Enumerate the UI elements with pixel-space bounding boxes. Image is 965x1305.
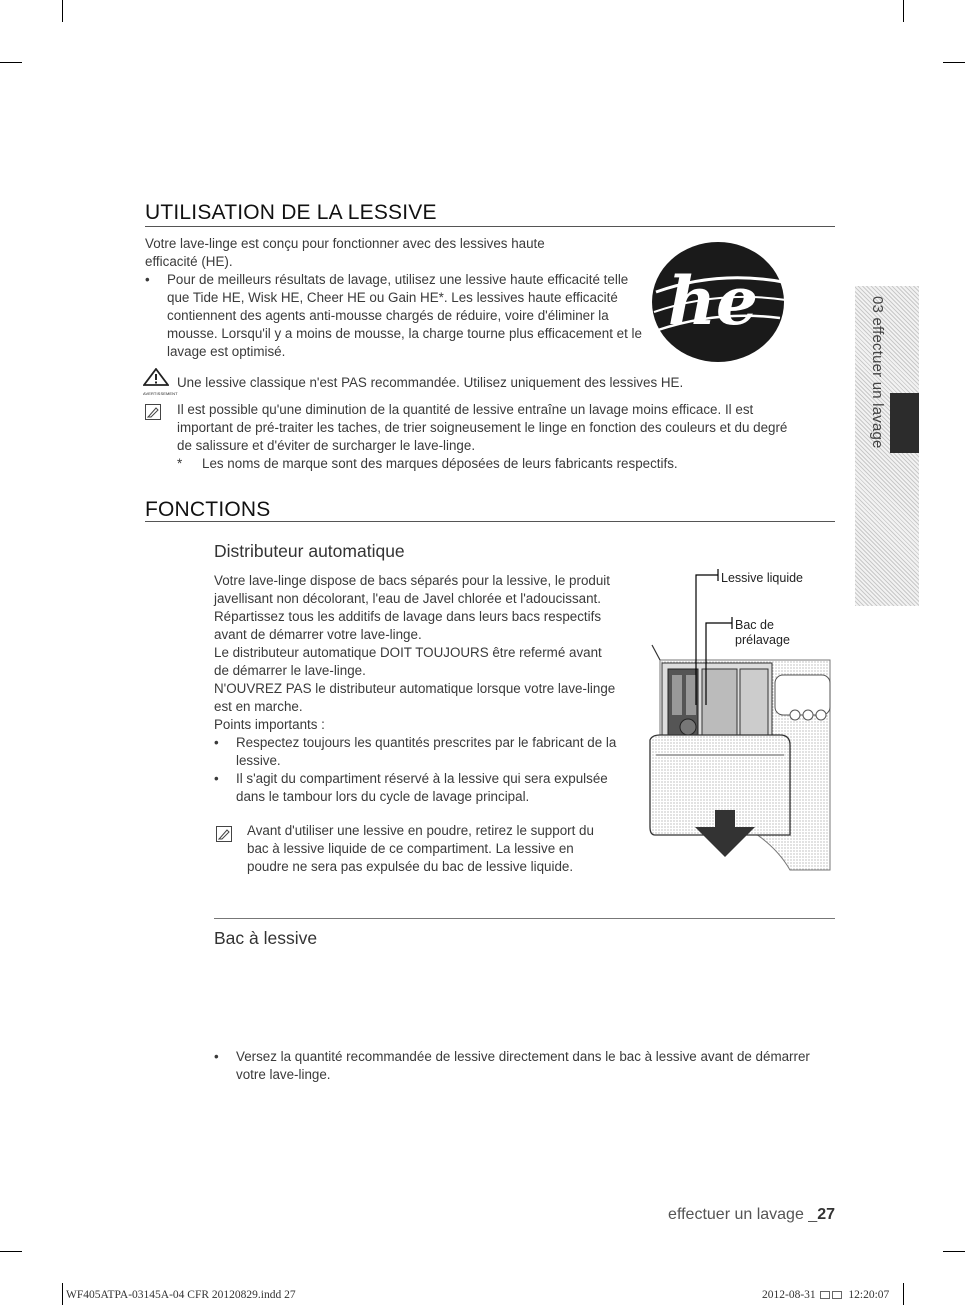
he-logo [648, 240, 788, 365]
crop-mark [903, 0, 904, 22]
section-title-lessive: UTILISATION DE LA LESSIVE [145, 201, 437, 224]
crop-mark [0, 62, 22, 63]
distributeur-note: Avant d'utiliser une lessive en poudre, retirez le support du bac à lessive liquide de ce compartiment. La lessive en poudre ne sera pas expulsée du bac de lessive liquide. [247, 823, 594, 874]
subsection-title-distributeur: Distributeur automatique [214, 541, 405, 561]
intro-text: Votre lave-linge est conçu pour fonctionner avec des lessives haute efficacité (HE). [145, 236, 545, 269]
crop-mark [903, 1283, 904, 1305]
crop-mark [62, 1283, 63, 1305]
note-icon [216, 826, 232, 842]
bullet-dot: • [214, 735, 219, 750]
slug-time: 12:20:07 [848, 1289, 890, 1301]
distributeur-p3: N'OUVREZ PAS le distributeur automatique lorsque votre lave-linge est en marche. [214, 681, 616, 714]
date-slug [762, 1289, 889, 1301]
distributeur-p1: Votre lave-linge dispose de bacs séparés pour la lessive, le produit javellisant non décolorant, l'eau de Javel chlorée et l'adoucissant. Répartissez tous les additifs de lavage dans leurs bacs respectifs avant de démarrer votre lave-linge. [214, 573, 610, 642]
label-prewash-line2: prélavage [735, 633, 790, 647]
chapter-tab-marker [890, 393, 919, 453]
subsection-title-bac: Bac à lessive [214, 928, 318, 948]
distributeur-p2: Le distributeur automatique DOIT TOUJOURS être refermé avant de démarrer le lave-linge. [214, 645, 602, 678]
distributeur-bullet2-text: Il s'agit du compartiment réservé à la lessive qui sera expulsée dans le tambour lors du cycle de lavage principal. [236, 771, 608, 804]
chapter-tab-text: 03 effectuer un lavage [869, 296, 886, 449]
label-liquid-detergent: Lessive liquide [721, 571, 803, 585]
note-text: Il est possible qu'une diminution de la quantité de lessive entraîne un lavage moins efficace. Il est important de pré-traiter les taches, de trier soigneusement le linge en fonction des couleurs et du degré de salissure et d'éviter de surcharger le lave-linge. [177, 402, 788, 453]
bac-bullet-text: Versez la quantité recommandée de lessive directement dans le bac à lessive avant de démarrer votre lave-linge. [236, 1049, 810, 1082]
bullet-dot: • [214, 771, 219, 786]
bac-bullet [214, 1048, 826, 1084]
warning-text: Une lessive classique n'est PAS recommandée. Utilisez uniquement des lessives HE. [177, 375, 684, 390]
footnote-text: Les noms de marque sont des marques déposées de leurs fabricants respectifs. [202, 456, 678, 471]
crop-mark [943, 62, 965, 63]
distributeur-bullet [214, 770, 619, 806]
note-icon [145, 404, 161, 420]
page-number: 27 [817, 1206, 835, 1223]
page-footer [668, 1206, 835, 1224]
footer-label: effectuer un lavage _ [668, 1206, 818, 1223]
bullet-dot: • [145, 272, 150, 287]
slug-glyph [820, 1291, 830, 1299]
distributeur-bullet1-text: Respectez toujours les quantités prescrites par le fabricant de la lessive. [236, 735, 617, 768]
section-rule [145, 521, 835, 522]
he-bullet [145, 271, 652, 361]
he-bullet-text: Pour de meilleurs résultats de lavage, utilisez une lessive haute efficacité telle que Tide HE, Wisk HE, Cheer HE ou Gain HE*. Les lessives haute efficacité contiennent des agents anti-mousse chargés de réduire, voire d'éliminer la mousse. Lorsqu'il y a moins de mousse, la charge tourne plus efficacement et le lavage est optimisé. [167, 272, 642, 359]
crop-mark [62, 0, 63, 22]
crop-mark [0, 1251, 22, 1252]
distributeur-p4: Points importants : [214, 717, 325, 732]
chapter-tab-label [868, 296, 886, 466]
he-logo-graphic [648, 240, 788, 365]
dispenser-figure [640, 565, 835, 880]
warning-icon-label: AVERTISSEMENT [143, 391, 178, 396]
bullet-dot: • [214, 1049, 219, 1064]
slug-date: 2012-08-31 [762, 1289, 816, 1301]
footnote-mark: * [177, 456, 183, 471]
file-slug: WF405ATPA-03145A-04 CFR 20120829.indd 27 [66, 1289, 296, 1301]
warning-icon [143, 368, 178, 396]
slug-glyph [832, 1291, 842, 1299]
section-rule [145, 226, 835, 227]
footnote [177, 455, 777, 473]
he-logo-text: he [668, 262, 758, 340]
crop-mark [943, 1251, 965, 1252]
section-title-fonctions: FONCTIONS [145, 498, 271, 521]
intro-paragraph [145, 235, 590, 271]
distributeur-text [214, 572, 619, 806]
distributeur-bullet [214, 734, 619, 770]
subsection-rule [214, 918, 835, 919]
label-prewash-line1: Bac de [735, 618, 774, 632]
dispenser-illustration [640, 565, 835, 880]
